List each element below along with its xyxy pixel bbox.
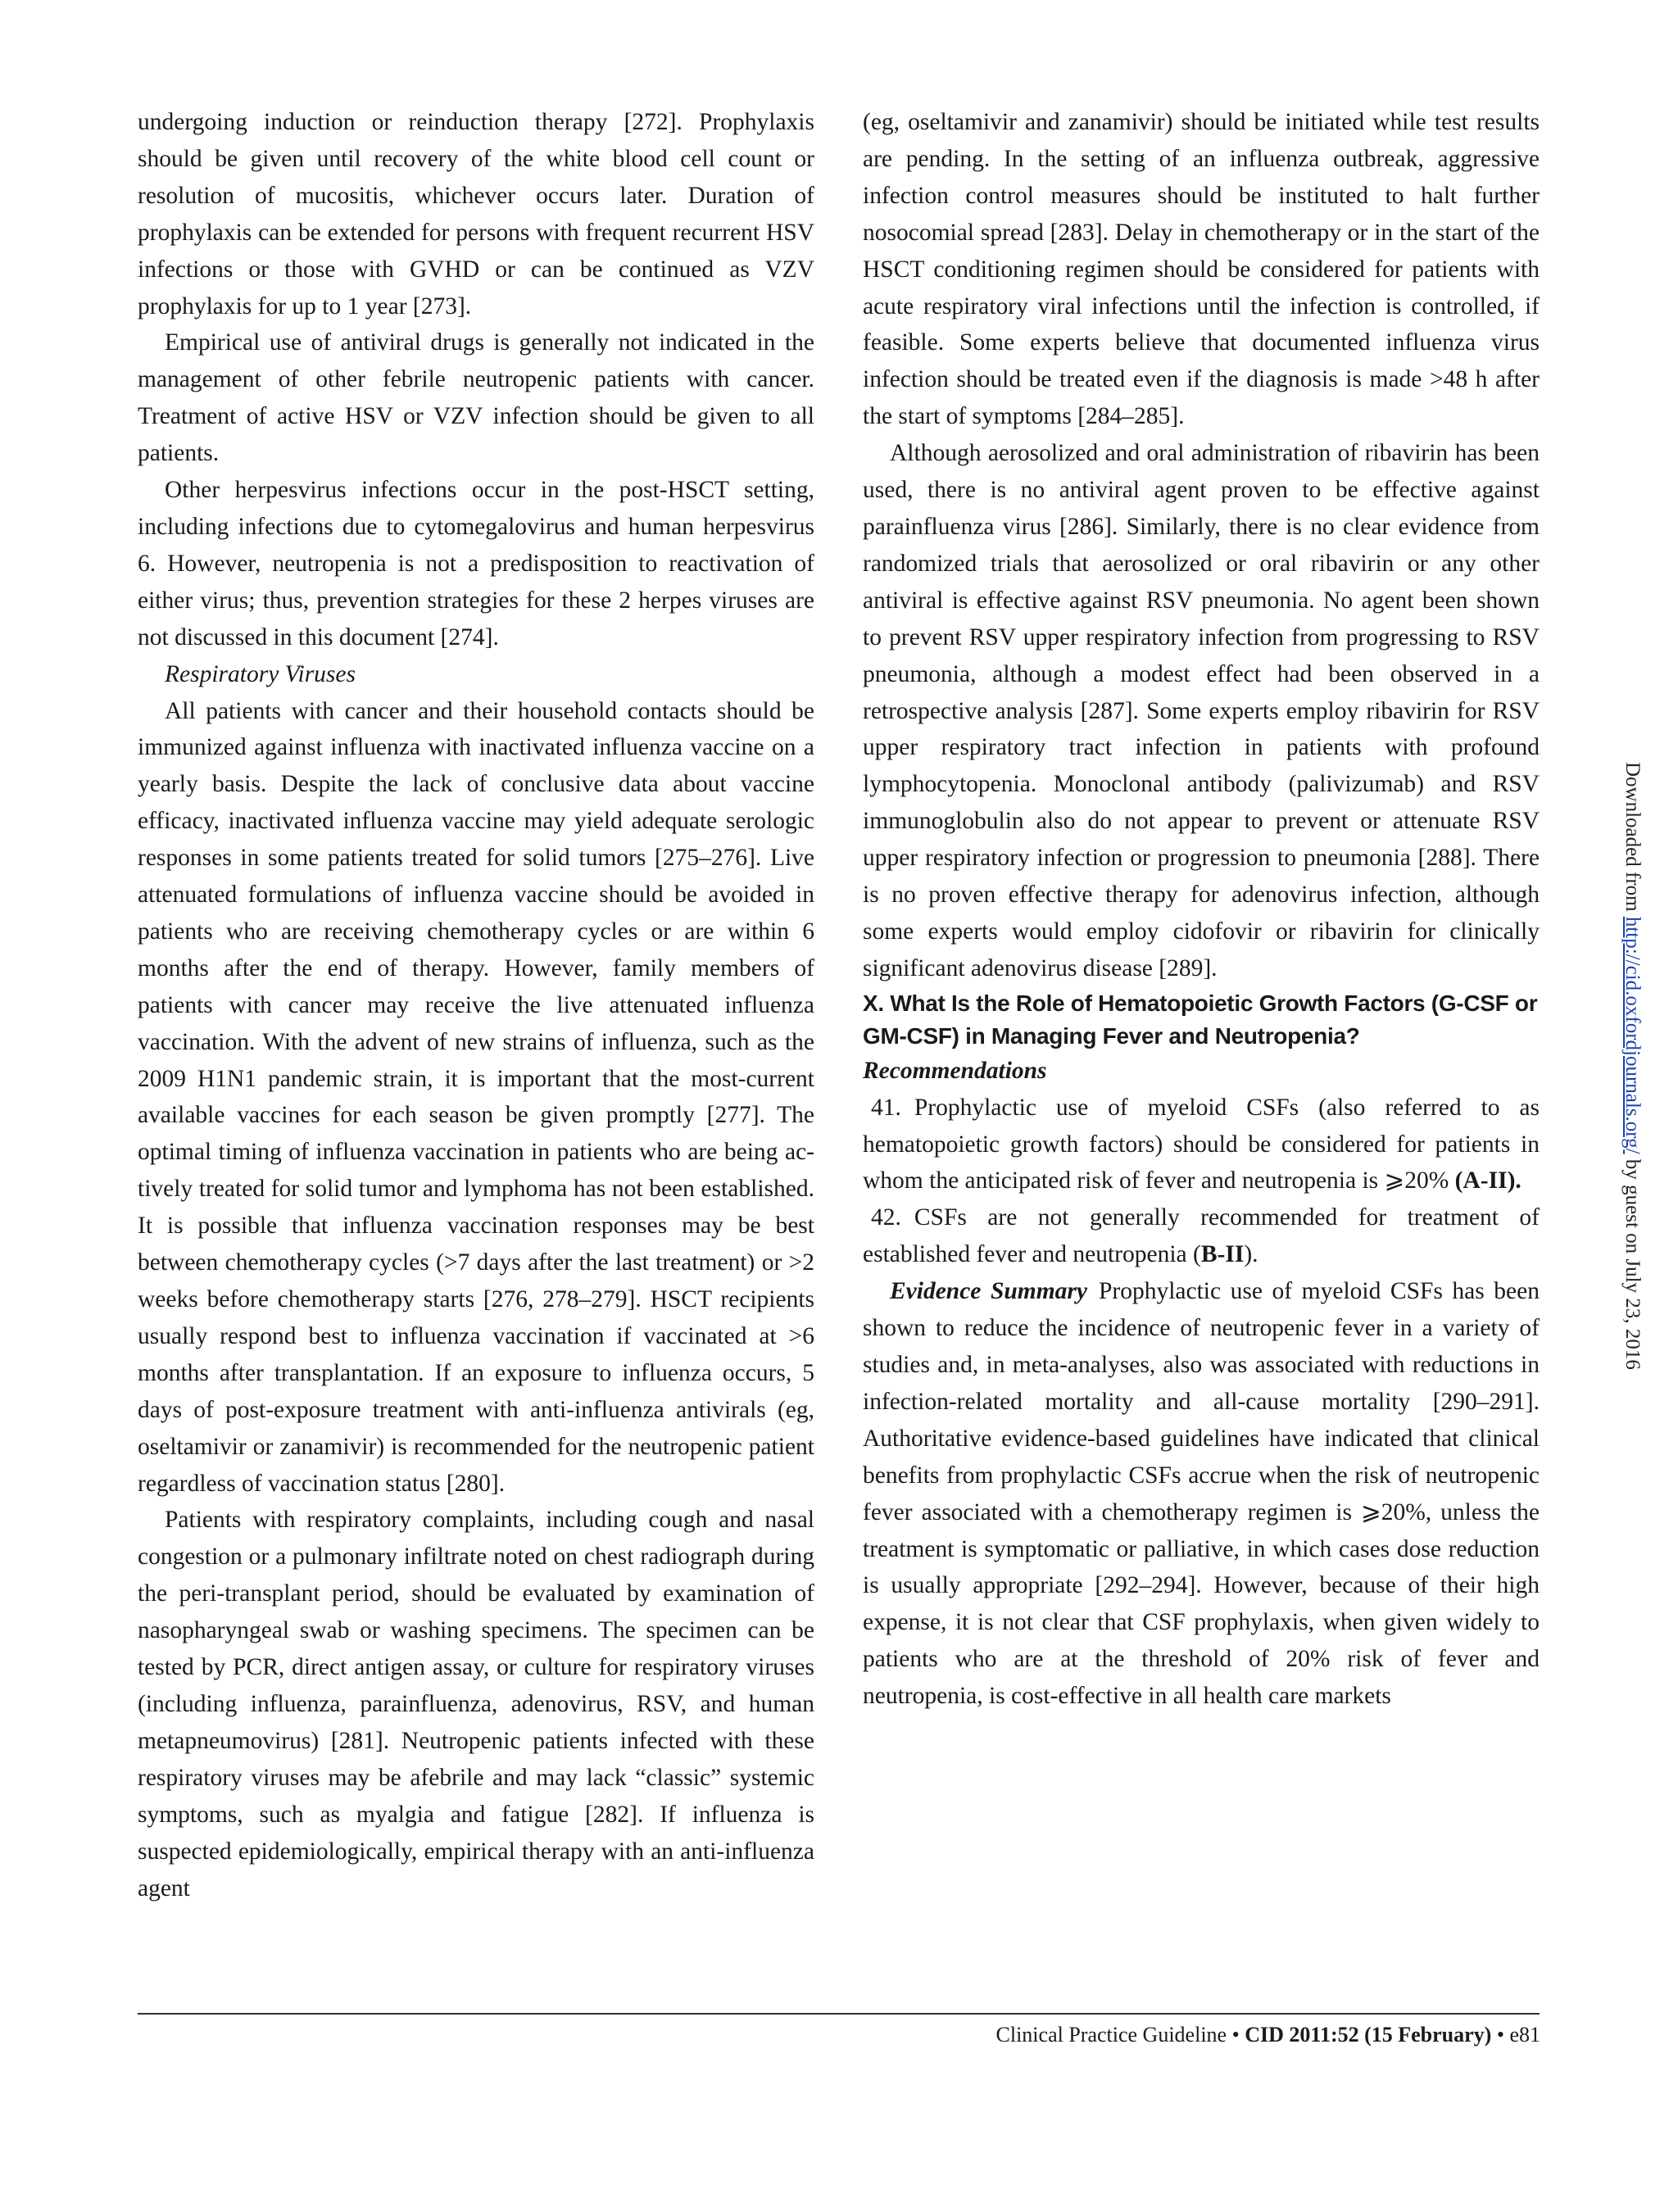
footer-guideline: Clinical Practice Guideline [995, 2023, 1227, 2047]
paragraph: undergoing induction or reinduction therapy [272]. Prophylaxis should be given until recovery of the white blood cell count or resolution of mucositis, whichever occurs later. Duration of prophylaxis can be extended for persons with frequent recurrent HSV infections or those with GVHD or can be continued as VZV prophylaxis for up to 1 year [273]. [138, 109, 814, 320]
recommendations-heading: Recommendations [863, 1057, 1047, 1084]
paragraph: Other herpesvirus infections occur in the post-HSCT setting, including infections due to cytomegalovirus and human herpesvirus 6. However, neutropenia is not a predisposition to reactivation of either virus; thus, prevention strategies for these 2 herpes viruses are not discussed in this document [274]. [138, 477, 814, 650]
footer-page-number: e81 [1509, 2023, 1540, 2047]
recommendation-number: 42. [871, 1204, 901, 1231]
evidence-grade: (A-II). [1454, 1167, 1522, 1194]
download-link[interactable]: http://cid.oxfordjournals.org/ [1621, 916, 1644, 1154]
footer-bullet: • [1231, 2023, 1240, 2047]
evidence-summary [863, 1273, 1540, 1715]
evidence-summary-label: Evidence Summary [890, 1278, 1087, 1305]
evidence-summary-text: Prophylactic use of myeloid CSFs has been shown to reduce the incidence of neutropenic fever in a variety of studies and, in meta-analyses, also was associated with reductions in infection-related mortality and all-cause mortality [290–291]. Authoritative evidence-based guidelines have indicated that clinical benefits from prophylactic CSFs accrue when the risk of neutropenic fever associated with a chemotherapy regimen is ⩾20%, unless the treatment is symptomatic or palliative, in which cases dose reduction is usually appropriate [292–294]. However, because of their high expense, it is not clear that CSF prophylaxis, when given widely to patients who are at the threshold of 20% risk of fever and neutropenia, is cost-effective in all health care markets [863, 1278, 1540, 1710]
grade-paren-open: ( [1193, 1241, 1201, 1268]
page-footer [996, 2020, 1540, 2050]
recommendation-number: 41. [871, 1094, 901, 1121]
paragraph: Patients with respiratory complaints, including cough and nasal congestion or a pulmonary infiltrate noted on chest radiograph during the peri-transplant period, should be evaluated by examination of nasopharyngeal swab or washing specimens. The specimen can be tested by PCR, direct antigen assay, or culture for respiratory viruses (including influenza, parainfluenza, adenovirus, RSV, and human metapneumovirus) [281]. Neutropenic patients infected with these respiratory viruses may be afebrile and may lack “classic” systemic symptoms, such as myalgia and fatigue [282]. If influenza is suspected epidemiologically, empirical therapy with an anti-influenza agent [138, 1507, 814, 1902]
footer-rule [138, 2013, 1540, 2015]
paragraph: Although aerosolized and oral administration of ribavirin has been used, there is no antiviral agent proven to be effective against parainfluenza virus [286]. Similarly, there is no clear evidence from randomized trials that aerosolized or oral ribavirin or any other antiviral is effective against RSV pneumonia. No agent been shown to prevent RSV upper respiratory infection from progressing to RSV pneumonia, although a modest effect had been observed in a retrospective analysis [287]. Some experts employ ribavirin for RSV upper respiratory tract infection in patients with profound lymphocytopenia. Monoclonal antibody (palivizumab) and RSV immunoglobulin also do not appear to prevent or attenuate RSV upper respiratory infection or progression to pneumonia [288]. There is no proven effective therapy for adenovirus infection, although some experts would employ cidofovir or ribavirin for clinically significant adenovirus disease [289]. [863, 440, 1540, 981]
recommendation-item [863, 1199, 1540, 1273]
download-notice [1619, 762, 1645, 1466]
recommendation-text: Prophylactic use of myeloid CSFs (also referred to as hematopoietic growth factors) should be considered for patients in whom the anticipated risk of fever and neutropenia is ⩾20% [863, 1094, 1540, 1194]
paragraph: All patients with cancer and their household contacts should be immunized against influenza with inactivated influenza vaccine on a yearly basis. Despite the lack of conclusive data about vaccine efficacy, inactivated influenza vaccine may yield adequate serologic responses in some patients treated for solid tumors [275–276]. Live attenuated formulations of influenza vaccine should be avoided in patients who are receiving chemotherapy cycles or are within 6 months after the end of therapy. However, family members of patients with cancer may receive the live attenuated influenza vaccination. With the advent of new strains of influenza, such as the 2009 H1N1 pandemic strain, it is important that the most-current available vaccines for each season be given promptly [277]. The optimal timing of influenza vaccination in patients who are being actively treated for solid tumor and lymphoma has not been established. It is possible that influenza vaccination responses may be best between chemotherapy cycles (>7 days after the last treatment) or >2 weeks before chemotherapy starts [276, 278–279]. HSCT recipients usually respond best to influenza vaccination if vaccinated at >6 months after transplantation. If an exposure to influenza occurs, 5 days of post-exposure treatment with anti-influenza antivirals (eg, oseltamivir or zanamivir) is recommended for the neutropenic patient regardless of vaccination status [280]. [138, 697, 814, 1497]
section-heading: X. What Is the Role of Hematopoietic Growth Factors (G-CSF or GM-CSF) in Managing Fever and Neutropenia? [863, 990, 1538, 1049]
download-prefix: Downloaded from [1621, 762, 1644, 917]
subsection-heading: Respiratory Viruses [165, 660, 356, 687]
paragraph: Empirical use of antiviral drugs is generally not indicated in the management of other febrile neutropenic patients with cancer. Treatment of active HSV or VZV infection should be given to all patients. [138, 329, 814, 467]
download-suffix: by guest on July 23, 2016 [1621, 1154, 1644, 1370]
recommendation-item [863, 1090, 1540, 1200]
footer-journal: CID 2011:52 (15 February) [1245, 2023, 1492, 2047]
paragraph: (eg, oseltamivir and zanamivir) should be initiated while test results are pending. In the setting of an influenza outbreak, aggressive infection control measures should be instituted to halt further nosocomial spread [283]. Delay in chemotherapy or in the start of the HSCT conditioning regimen should be considered for patients with acute respiratory viral infections until the infection is controlled, if feasible. Some experts believe that documented influenza virus infection should be treated even if the diagnosis is made >48 h after the start of symptoms [284–285]. [863, 109, 1540, 430]
recommendation-text: CSFs are not generally recommended for treatment of established fever and neutropenia [863, 1204, 1540, 1268]
left-column [138, 104, 814, 1906]
grade-paren-close: ). [1244, 1241, 1258, 1268]
download-sidebar [1616, 762, 1649, 1466]
evidence-grade: B-II [1200, 1241, 1245, 1268]
right-column [863, 104, 1540, 1715]
footer-bullet: • [1496, 2023, 1504, 2047]
